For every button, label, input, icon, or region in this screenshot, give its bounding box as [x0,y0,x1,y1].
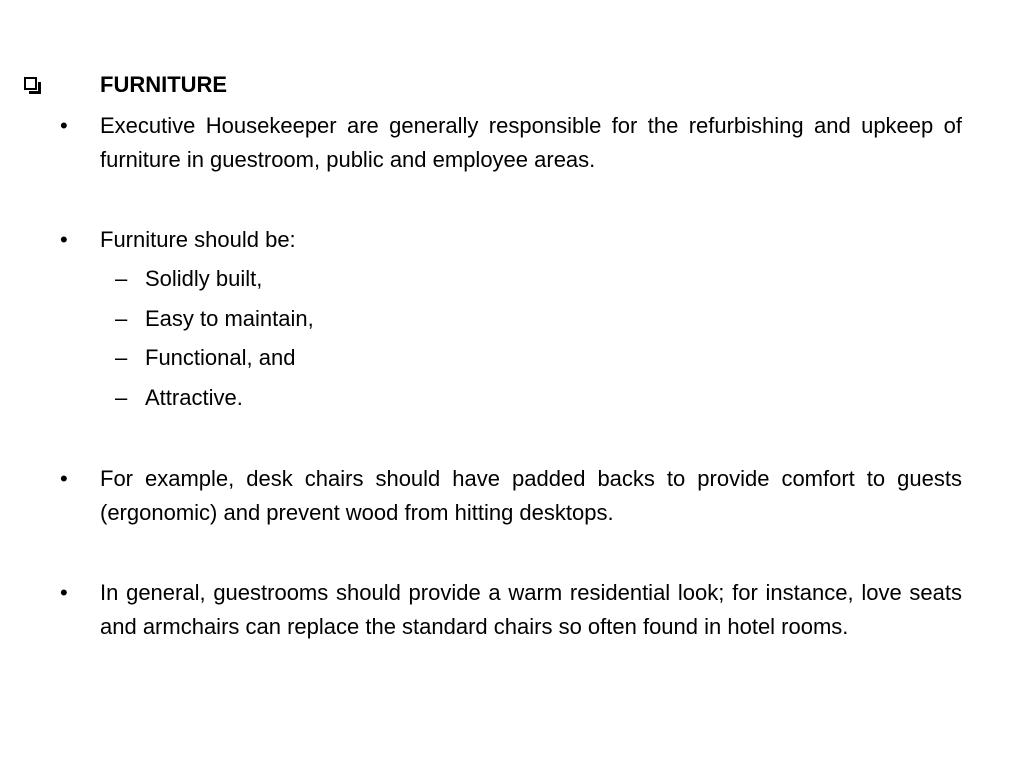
bullet-item-1 [60,109,962,177]
sub-item-1 [115,262,945,296]
sub-item-4 [115,381,945,415]
bullet-text-3: For example, desk chairs should have padded backs to provide comfort to guests (ergonomic) and prevent wood from hitting desktops. [100,466,962,525]
sub-item-2 [115,302,945,336]
sub-item-text-4: Attractive. [145,385,243,410]
sub-item-text-2: Easy to maintain, [145,306,314,331]
bullet-icon: • [60,227,68,252]
dash-icon: – [115,345,128,370]
heading-title: FURNITURE [100,72,228,97]
dash-icon: – [115,306,128,331]
bullet-item-4 [60,576,962,644]
bullet-icon: • [60,113,68,138]
bullet-text-1: Executive Housekeeper are generally responsible for the refurbishing and upkeep of furniture in guestroom, public and employee areas. [100,113,962,172]
bullet-text-4: In general, guestrooms should provide a warm residential look; for instance, love seats and armchairs can replace the standard chairs so often found in hotel rooms. [100,580,962,639]
bullet-icon: • [60,580,68,605]
bullet-item-3 [60,462,962,530]
bullet-item-2 [60,223,962,257]
bullet-text-2: Furniture should be: [100,227,296,252]
sub-item-3 [115,341,945,375]
sub-item-text-1: Solidly built, [145,266,263,291]
heading-row [100,68,962,102]
bullet-icon: • [60,466,68,491]
sub-item-text-3: Functional, and [145,345,296,370]
dash-icon: – [115,385,128,410]
dash-icon: – [115,266,128,291]
